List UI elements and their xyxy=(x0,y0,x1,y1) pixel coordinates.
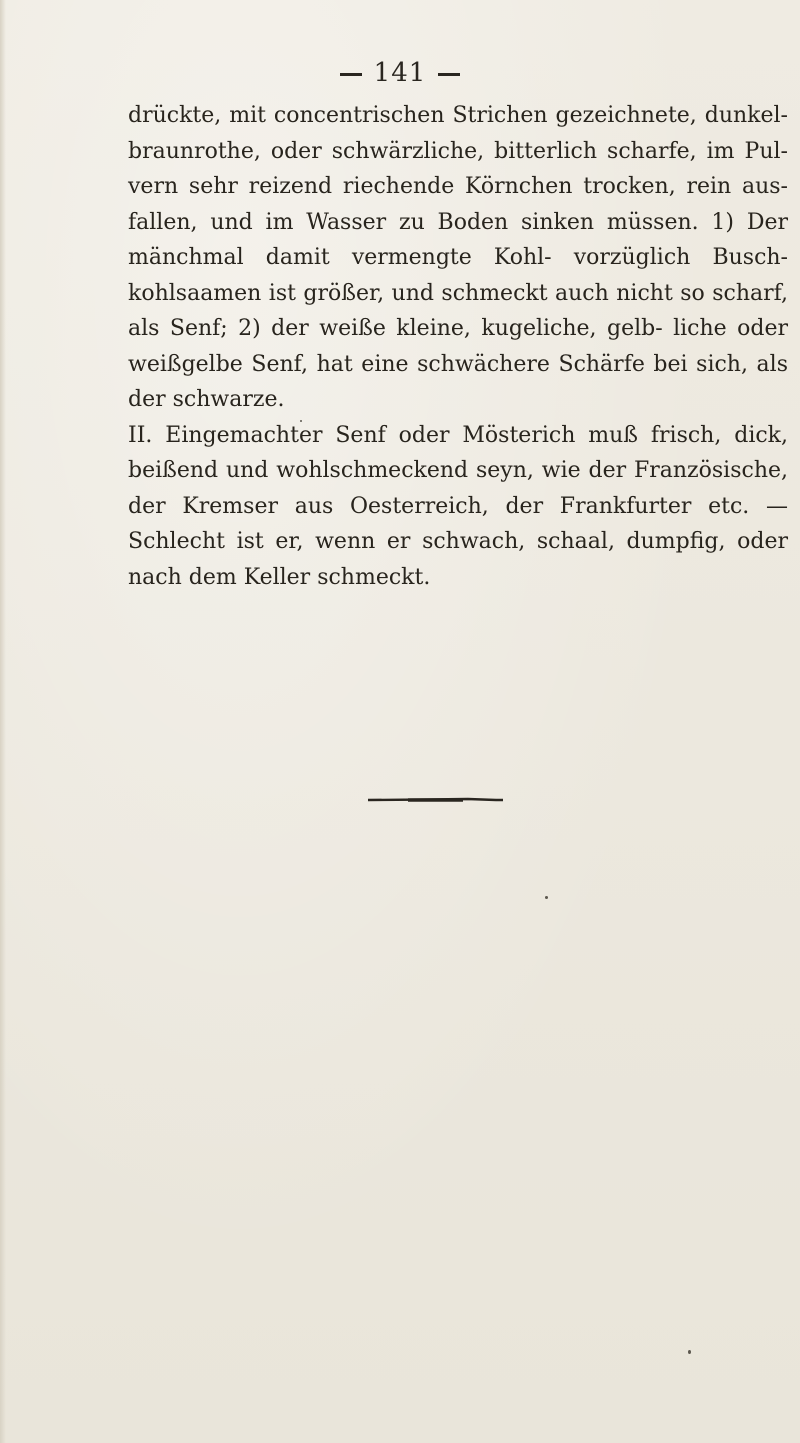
page-edge-shadow xyxy=(0,0,6,1443)
paper-speck xyxy=(545,896,548,899)
header-dash-right xyxy=(438,73,460,76)
paragraph-eingemachter-senf: II. Eingemachter Senf oder Mösterich muß frisch, dick, beißend und wohlschmeckend seyn, wie der Französische, der Kremser aus Oesterreich, der Frankfurter etc. — Schlecht ist er, wenn er schwach, schaal, dumpfig, oder nach dem Keller schmeckt. xyxy=(128,422,788,590)
paper-speck xyxy=(688,1350,691,1354)
section-divider-rule xyxy=(368,797,503,803)
page-number-header xyxy=(0,58,800,88)
header-dash-left xyxy=(340,73,362,76)
paragraph-senf-description: drückte, mit concentrischen Strichen gezeichnete, dunkel- braunrothe, oder schwärzliche, bitterlich scharfe, im Pul- vern sehr reizend riechende Körnchen trocken, rein aus- fallen, und im Wasser zu Boden sinken müssen. 1) Der mänchmal damit vermengte Kohl- vorzüglich Busch- kohlsaamen ist größer, und schmeckt auch nicht so scharf, als Senf; 2) der weiße kleine, kugeliche, gelb- liche oder weißgelbe Senf, hat eine schwächere Schärfe bei sich, als der schwarze. xyxy=(128,103,788,412)
body-text xyxy=(128,98,788,595)
page-number: 141 xyxy=(373,58,427,88)
paper-speck xyxy=(300,420,302,422)
